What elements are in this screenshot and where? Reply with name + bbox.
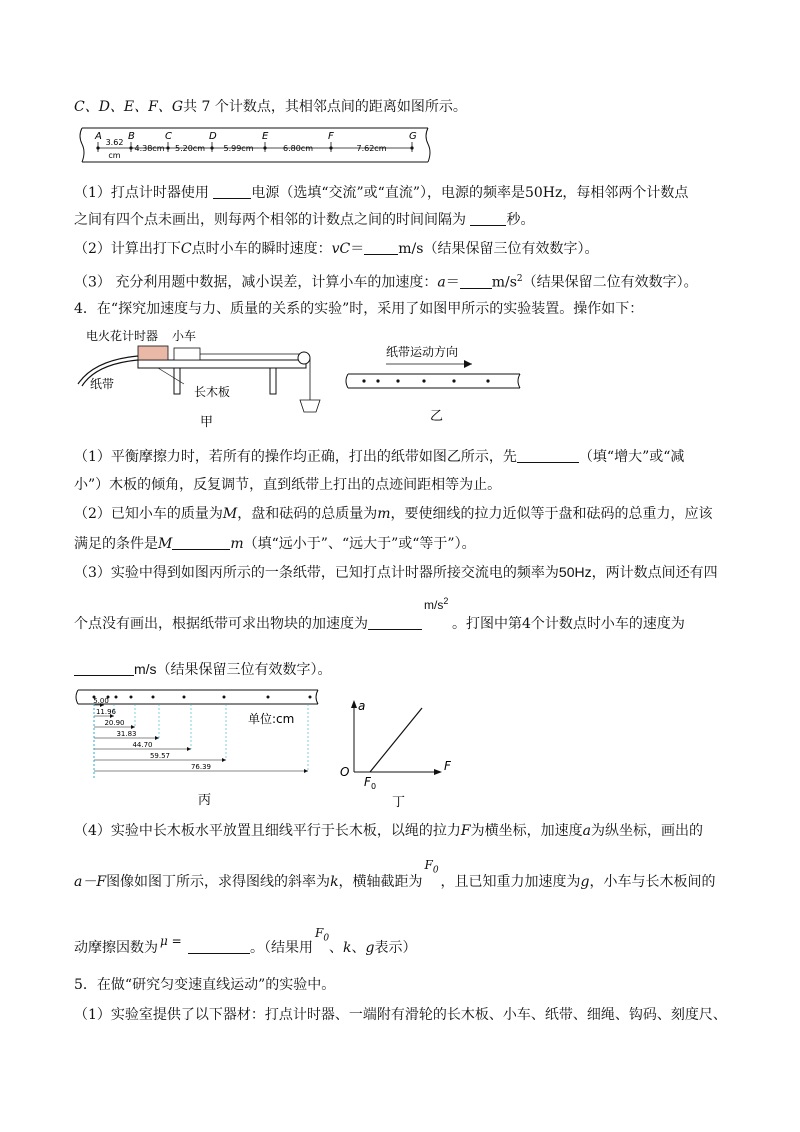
- figure-yi-caption: 乙: [430, 409, 444, 424]
- problem-4-title: 4．在“探究加速度与力、质量的关系的实验”时，采用了如图甲所示的实验装置。操作如下：: [74, 301, 644, 317]
- p4q4-blank[interactable]: [188, 939, 250, 954]
- timer-label: 电火花计时器: [86, 329, 159, 343]
- tape1-segment-label: 6.80cm: [282, 144, 314, 153]
- bing-dot: [152, 696, 155, 699]
- p4q4-F0-wrap: [423, 858, 441, 886]
- p4q4-aF: a－F: [74, 874, 107, 890]
- bing-arrow: [304, 769, 308, 773]
- p4q4-text-i: 动摩擦因数为: [74, 940, 158, 956]
- p4q4-sep-1: 、: [329, 940, 343, 956]
- p4q2-line-2: [74, 535, 476, 553]
- p4q4-text-e: 图像如图丁所示，求得图线的斜率为: [106, 874, 331, 890]
- tape1-segment-unit: cm: [108, 151, 121, 160]
- ding-origin: O: [340, 765, 350, 779]
- intro-points: C、D、E、F、G: [74, 99, 184, 115]
- p4q2-M-2: M: [158, 536, 173, 552]
- tape-figure-1: [76, 124, 436, 166]
- bing-label: 5.00: [93, 697, 109, 705]
- p4q4-F: F: [460, 823, 471, 839]
- q3-line: [74, 270, 698, 292]
- p4q3-freq: 50Hz: [558, 564, 592, 580]
- bing-unit: 单位:cm: [248, 712, 295, 726]
- tape1-dot: [410, 146, 413, 149]
- p4q2-M: M: [222, 506, 238, 522]
- figure-jia-caption: 甲: [200, 415, 214, 430]
- tape1-dot: [96, 146, 99, 149]
- q2-text-a: （2）计算出打下: [74, 241, 181, 257]
- bing-label: 76.39: [190, 763, 212, 771]
- p4q2-text-c: ，要使细线的拉力近似等于盘和砝码的总重力，应该: [390, 506, 713, 522]
- q2-blank[interactable]: [364, 240, 398, 255]
- figure-yi: [342, 340, 532, 426]
- figure-ding-caption: 丁: [392, 795, 406, 810]
- p4q3-line-3: [74, 660, 332, 679]
- p4q1-text-b: （填“增大”或“减: [578, 449, 685, 465]
- tape1-segment-label: 7.62cm: [356, 144, 387, 153]
- p4q3-text-d: 。打图中第4个计数点时小车的速度为: [452, 616, 685, 632]
- p4q2-blank[interactable]: [172, 535, 230, 550]
- p4q3-text-b: ，两计数点间还有四: [591, 565, 718, 581]
- p4q3-unit: [424, 592, 448, 614]
- tape-direction-label: 纸带运动方向: [386, 345, 459, 359]
- p4q3-text-f: （结果保留三位有效数字）。: [156, 662, 332, 678]
- q2-vc: vC: [331, 241, 351, 257]
- p4q4-text-n: 表示）: [374, 940, 417, 956]
- q3-unit: m/s: [491, 274, 517, 291]
- bing-label: 20.90: [104, 719, 125, 727]
- p4q4-text-c: 为纵坐标，画出的: [590, 823, 703, 839]
- figure-jia: [74, 326, 334, 436]
- p4q3-unit-text: m/s: [424, 598, 444, 612]
- p4q4-mu-wrap: [158, 934, 188, 952]
- p4q2-line-1: [74, 505, 713, 523]
- tape1-segment-label: 5.20cm: [174, 144, 206, 153]
- p4q4-text-j: 。（结果用: [250, 940, 313, 956]
- q1-text-a: （1）打点计时器使用: [74, 185, 214, 201]
- q1-text-d: 秒。: [506, 212, 535, 228]
- q2-point: C: [180, 241, 192, 257]
- board-label: 长木板: [194, 385, 231, 399]
- bing-dot: [130, 696, 133, 699]
- figure-ding: [334, 696, 464, 812]
- p4q3-unit-sup: 2: [443, 596, 449, 606]
- p4q4-k-2: k: [343, 940, 352, 956]
- intro-text: 共 7 个计数点，其相邻点间的距离如图所示。: [183, 99, 467, 115]
- q2-eq: ＝: [350, 241, 365, 257]
- bing-label: 11.96: [95, 708, 117, 716]
- tape1-point-label: E: [262, 131, 269, 142]
- p4q2-text-d: 满足的条件是: [74, 536, 158, 552]
- p4q3-blank-2[interactable]: [74, 661, 134, 676]
- p4q4-line-2: [74, 858, 716, 891]
- bing-dot: [183, 696, 186, 699]
- tape-dots-yi: [362, 379, 489, 382]
- p4q4-k: k: [330, 874, 339, 890]
- p4q4-text-f: ，横轴截距为: [338, 874, 423, 890]
- bing-label: 31.83: [116, 730, 137, 738]
- intro-line: [74, 98, 467, 116]
- p4q4-line-1: [74, 822, 703, 840]
- q2-line: [74, 240, 598, 258]
- p4q3-text-a: （3）实验中得到如图丙所示的一条纸带，已知打点计时器所接交流电的频率为: [74, 565, 559, 581]
- figure-bing: [74, 686, 324, 810]
- p4q4-g: g: [580, 874, 590, 890]
- bing-arrow: [131, 725, 135, 729]
- p4q4-text-a: （4）实验中长木板水平放置且细线平行于长木板，以绳的拉力: [74, 823, 461, 839]
- p4q4-text-g: ，且已知重力加速度为: [440, 874, 581, 890]
- p4q4-sep-2: 、: [351, 940, 366, 956]
- p4q1-line-1: [74, 448, 684, 466]
- q2-text-c: 点时小车的瞬时速度：: [191, 241, 332, 257]
- p4q4-line-3: [74, 926, 417, 957]
- ding-f0-sub: 0: [371, 782, 377, 791]
- p4q4-F0b-sub: 0: [323, 933, 330, 944]
- q3-text-e: （结果保留二位有效数字）。: [522, 274, 698, 291]
- p4q3-text-c: 个点没有画出，根据纸带可求出物块的加速度为: [74, 616, 368, 632]
- bing-label: 44.70: [132, 741, 153, 749]
- ding-x-label: F: [444, 759, 451, 773]
- tape1-point-label: G: [409, 131, 417, 142]
- p4q4-a: a: [582, 823, 591, 839]
- tape1-segment-label: 3.62: [105, 138, 124, 147]
- bing-dot: [115, 696, 118, 699]
- q1-text-c: 之间有四个点未画出，则每两个相邻的计数点之间的时间间隔为: [74, 212, 471, 228]
- q3-a: a: [437, 274, 446, 291]
- tape1-point-label: D: [209, 131, 217, 142]
- bing-label: 59.57: [149, 752, 171, 760]
- p4q2-text-e: （填“远小于”、“远大于”或“等于”）。: [243, 536, 476, 552]
- p4q4-F0b-text: F: [315, 926, 324, 940]
- p4q4-mu: μ =: [160, 934, 182, 948]
- q1-line-1: [74, 184, 688, 202]
- p4q4-text-b: 为横坐标，加速度: [470, 823, 583, 839]
- ding-f0: F: [364, 775, 371, 789]
- q3-eq: ＝: [445, 274, 460, 291]
- bing-dot: [309, 696, 312, 699]
- p5q1-line: （1）实验室提供了以下器材：打点计时器、一端附有滑轮的长木板、小车、纸带、细绳、钩码、刻度尺、: [74, 1007, 727, 1023]
- ding-y-label: a: [358, 699, 366, 713]
- bing-dot: [267, 696, 270, 699]
- p4q2-text-a: （2）已知小车的质量为: [74, 506, 223, 522]
- q2-text-f: m/s（结果保留三位有效数字）。: [398, 241, 599, 257]
- tape1-dot: [129, 146, 132, 149]
- q3-unit-sup: 2: [516, 274, 523, 284]
- tape1-point-label: C: [165, 131, 172, 142]
- bing-arrow: [187, 747, 191, 751]
- tape1-dot: [263, 146, 266, 149]
- bing-dot: [223, 696, 226, 699]
- q3-blank[interactable]: [460, 274, 492, 289]
- p4q3-unit-wrap: [422, 596, 452, 628]
- tape1-dot: [210, 146, 213, 149]
- q1-line-2: [74, 211, 534, 229]
- q1-text-b: 电源（选填“交流”或“直流”），电源的频率是50Hz，每相邻两个计数点: [251, 185, 689, 201]
- p4q1-text-a: （1）平衡摩擦力时，若所有的操作均正确，打出的纸带如图乙所示，先: [74, 449, 517, 465]
- p4q1-blank[interactable]: [517, 448, 579, 463]
- p4q4-g-2: g: [365, 940, 375, 956]
- p4q4-F0-text: F: [424, 858, 433, 872]
- tape1-point-label: B: [128, 131, 135, 142]
- figure-bing-caption: 丙: [198, 793, 212, 808]
- p4q2-m: m: [377, 506, 391, 522]
- p4q4-text-h: ，小车与长木板间的: [589, 874, 716, 890]
- p4q4-F0b-wrap: [313, 926, 330, 952]
- p4q1-line-2: 小”）木板的倾角，反复调节，直到纸带上打出的点迹间距相等为止。: [74, 477, 502, 493]
- car-label: 小车: [172, 329, 197, 343]
- problem-5-title: 5．在做“研究匀变速直线运动”的实验中。: [74, 977, 336, 993]
- p4q3-blank-1[interactable]: [368, 615, 422, 630]
- p4q4-F0: [425, 856, 439, 879]
- p4q4-F0-sub: 0: [432, 865, 439, 876]
- tape1-point-label: A: [95, 131, 102, 142]
- q3-text-a: （3） 充分利用题中数据，减小误差，计算小车的加速度：: [74, 274, 438, 291]
- tape1-dot: [329, 146, 332, 149]
- tape-label: 纸带: [90, 377, 115, 391]
- q1-blank-1[interactable]: [213, 184, 251, 199]
- p4q2-m-2: m: [230, 536, 244, 552]
- tape1-segment-label: 5.99cm: [223, 144, 254, 153]
- tape1-segment-label: 4.38cm: [134, 144, 165, 153]
- q1-blank-2[interactable]: [470, 211, 506, 226]
- tape1-point-label: F: [328, 131, 334, 142]
- p4q4-F0b: [315, 924, 329, 947]
- bing-arrow: [155, 736, 159, 740]
- p4q3-line-2: [74, 596, 685, 633]
- bing-arrow: [222, 758, 226, 762]
- p4q3-unit-2: m/s: [134, 661, 157, 677]
- p4q3-line-1: [74, 563, 718, 582]
- p4q2-text-b: ，盘和砝码的总质量为: [237, 506, 378, 522]
- tape1-dot: [166, 146, 169, 149]
